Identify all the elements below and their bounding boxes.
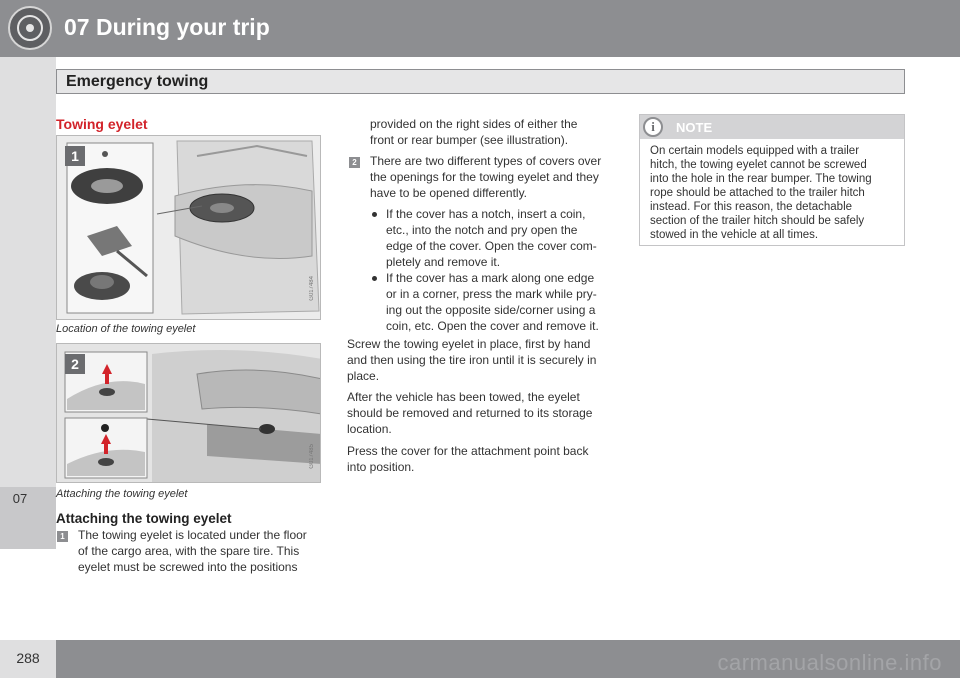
bullet-mark-text: If the cover has a mark along one edge or in a corner, press the mark while pry- ing out the opposite side/corner using a coin, etc. Open the cover and remove it. [386, 271, 599, 333]
screw-eyelet-paragraph: Screw the towing eyelet in place, first by hand and then using the tire iron until it is securely in place. [347, 337, 597, 383]
figure-caption-2: Attaching the towing eyelet [56, 488, 188, 500]
step-1-marker: 1 [57, 531, 68, 542]
towing-eyelet-heading: Towing eyelet [56, 116, 148, 132]
bullet-marker [372, 276, 377, 281]
note-box [639, 114, 905, 246]
chapter-tab-label: 07 [12, 491, 28, 506]
figure-code-2: G017485 [309, 444, 315, 469]
bullet-marker [372, 212, 377, 217]
figure-caption-1: Location of the towing eyelet [56, 323, 196, 335]
steering-wheel-logo-icon [8, 6, 52, 50]
step-2-marker: 2 [349, 157, 360, 168]
note-title: NOTE [676, 120, 713, 135]
note-text: On certain models equipped with a trailer hitch, the towing eyelet cannot be screwed into the hole in the rear bumper. The towing rope should be attached to the trailer hitch instead. For this reason, the detachable section of the trailer hitch should be safely stowed in the vehicle at all times. [650, 145, 872, 241]
chapter-header [0, 0, 960, 57]
page-number: 288 [16, 650, 40, 666]
attaching-eyelet-subheading: Attaching the towing eyelet [56, 511, 232, 526]
figure-eyelet-location [56, 135, 321, 320]
bullet-notch-text: If the cover has a notch, insert a coin, etc., into the notch and pry open the edge of the cover. Open the cover com- pletely and remove it. [386, 207, 597, 269]
figure-badge-2: 2 [65, 354, 85, 374]
chapter-title: 07 During your trip [64, 14, 270, 40]
figure-badge-1: 1 [65, 146, 85, 166]
step-2-text: There are two different types of covers over the openings for the towing eyelet and they have to be opened differently. [370, 154, 602, 200]
figure-attaching-eyelet [56, 343, 321, 483]
chapter-sidebar [0, 57, 56, 549]
info-icon: i [643, 117, 663, 137]
section-title: Emergency towing [66, 73, 209, 90]
press-cover-paragraph: Press the cover for the attachment point back into position. [347, 444, 589, 474]
cargo-area-illustration [57, 136, 321, 320]
figure-code-1: G017484 [309, 276, 315, 301]
step-1-continuation: provided on the right sides of either the front or rear bumper (see illustration). [370, 117, 578, 147]
page-footer [0, 640, 960, 678]
step-1-text: The towing eyelet is located under the floor of the cargo area, with the spare tire. This eyelet must be screwed into the positions [78, 528, 307, 574]
bumper-illustration [57, 344, 321, 483]
after-towing-paragraph: After the vehicle has been towed, the eyelet should be removed and returned to its storage location. [347, 390, 593, 436]
watermark: carmanualsonline.info [717, 650, 942, 675]
section-header [56, 69, 905, 94]
